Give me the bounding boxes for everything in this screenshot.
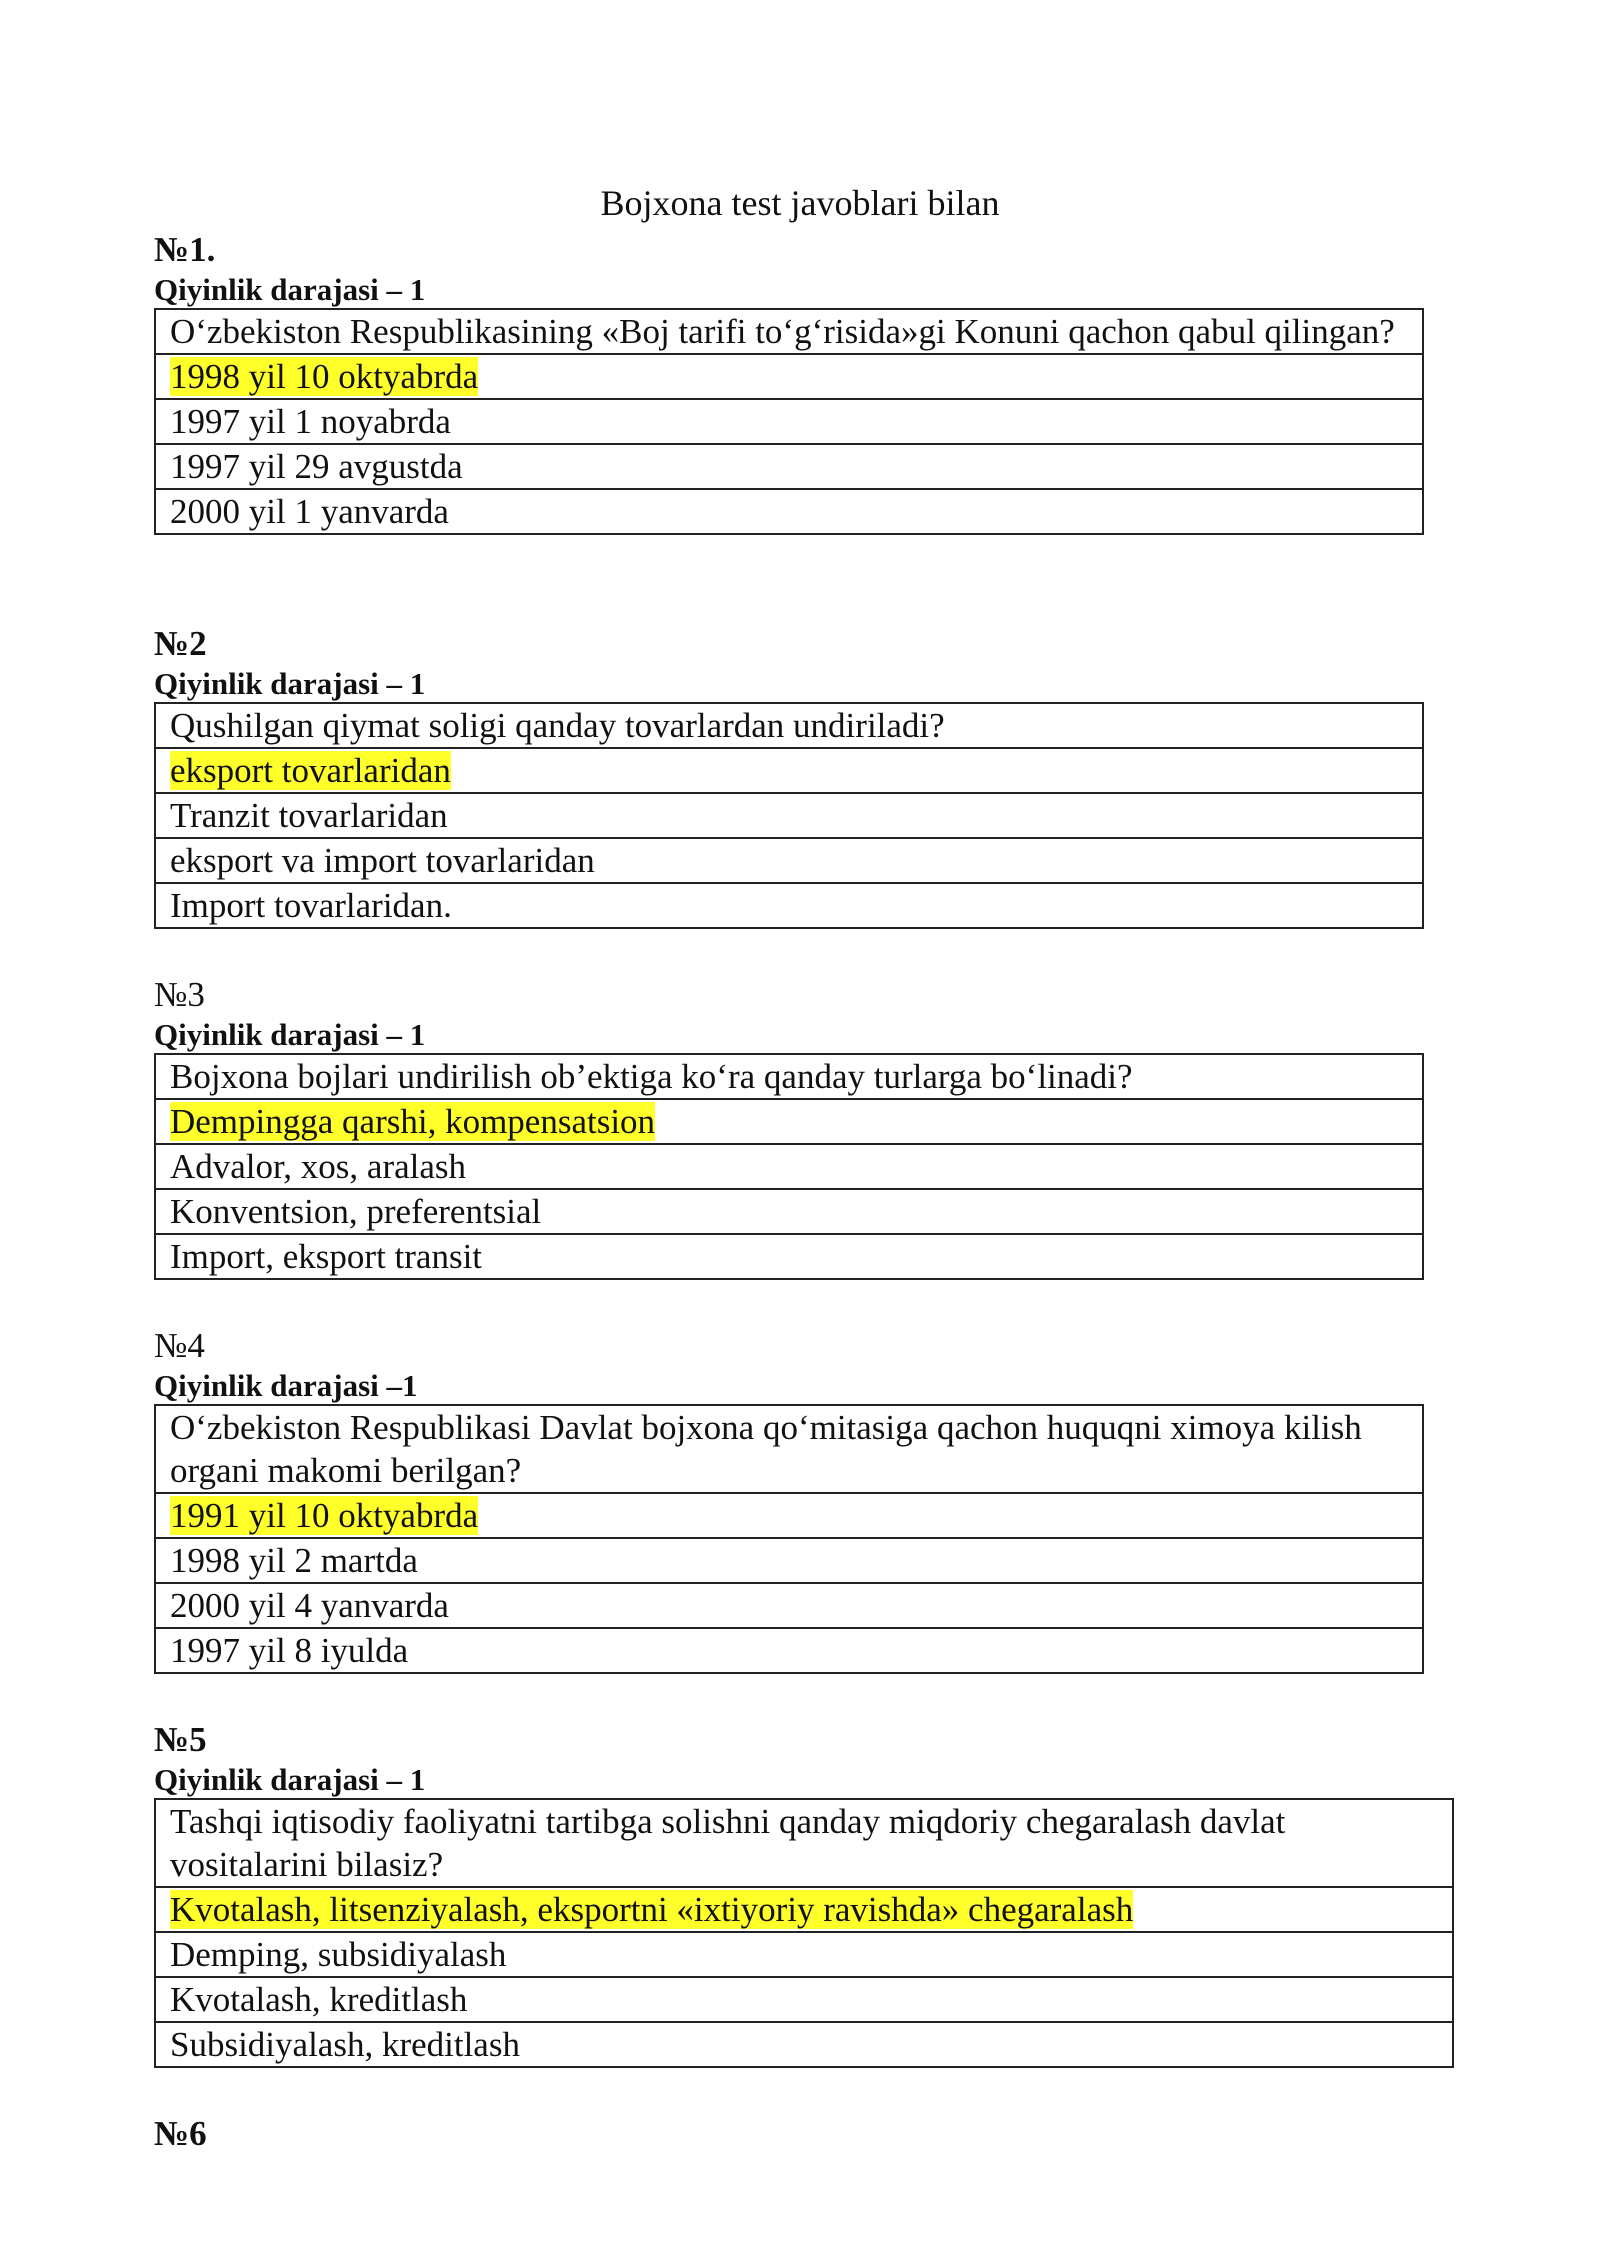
answer-option[interactable]: Tranzit tovarlaridan (155, 793, 1423, 838)
correct-answer-highlight: Dempingga qarshi, kompensatsion (170, 1102, 656, 1141)
answer-option[interactable]: eksport va import tovarlaridan (155, 838, 1423, 883)
difficulty-level: Qiyinlik darajasi – 1 (154, 666, 426, 701)
question-block-1 (154, 228, 1424, 535)
correct-answer-highlight: 1991 yil 10 oktyabrda (170, 1496, 479, 1535)
difficulty-level: Qiyinlik darajasi – 1 (154, 1017, 426, 1052)
question-text: O‘zbekiston Respublikasining «Boj tarifi to‘g‘risida»gi Konuni qachon qabul qilingan? (155, 309, 1423, 354)
answer-option[interactable]: Import tovarlaridan. (155, 883, 1423, 928)
correct-answer-highlight: Kvotalash, litsenziyalash, eksportni «ixtiyoriy ravishda» chegaralash (170, 1890, 1134, 1929)
question-number: №4 (154, 1326, 205, 1365)
correct-answer-highlight: 1998 yil 10 oktyabrda (170, 357, 479, 396)
question-block-2 (154, 622, 1424, 929)
answer-option[interactable]: Subsidiyalash, kreditlash (155, 2022, 1453, 2067)
question-number: №5 (154, 1720, 207, 1759)
difficulty-level: Qiyinlik darajasi – 1 (154, 1762, 426, 1797)
answer-option[interactable]: Kvotalash, kreditlash (155, 1977, 1453, 2022)
question-number: №3 (154, 975, 205, 1014)
answer-option[interactable]: 1997 yil 29 avgustda (155, 444, 1423, 489)
answer-option[interactable]: Import, eksport transit (155, 1234, 1423, 1279)
question-number: №2 (154, 624, 207, 663)
difficulty-level: Qiyinlik darajasi –1 (154, 1368, 418, 1403)
question-text: O‘zbekiston Respublikasi Davlat bojxona qo‘mitasiga qachon huquqni ximoya kilish organi makomi berilgan? (155, 1405, 1423, 1493)
correct-answer-highlight: eksport tovarlaridan (170, 751, 451, 790)
answer-option[interactable]: Konventsion, preferentsial (155, 1189, 1423, 1234)
question-number: №1. (154, 230, 216, 269)
question-block-6 (154, 2112, 207, 2156)
question-text: Bojxona bojlari undirilish ob’ektiga ko‘ra qanday turlarga bo‘linadi? (155, 1054, 1423, 1099)
answer-option[interactable] (155, 1099, 1423, 1144)
answer-option[interactable] (155, 1887, 1453, 1932)
difficulty-level: Qiyinlik darajasi – 1 (154, 272, 426, 307)
question-table (154, 1053, 1424, 1280)
question-table (154, 1404, 1424, 1674)
question-text: Qushilgan qiymat soligi qanday tovarlardan undiriladi? (155, 703, 1423, 748)
question-number: №6 (154, 2114, 207, 2153)
question-text: Tashqi iqtisodiy faoliyatni tartibga solishni qanday miqdoriy chegaralash davlat vositalarini bilasiz? (155, 1799, 1453, 1887)
answer-option[interactable]: 1997 yil 8 iyulda (155, 1628, 1423, 1673)
question-table (154, 702, 1424, 929)
question-table (154, 1798, 1454, 2068)
question-block-3 (154, 973, 1424, 1280)
question-table (154, 308, 1424, 535)
answer-option[interactable]: Demping, subsidiyalash (155, 1932, 1453, 1977)
answer-option[interactable] (155, 1493, 1423, 1538)
answer-option[interactable] (155, 748, 1423, 793)
question-block-5 (154, 1718, 1454, 2068)
question-block-4 (154, 1324, 1424, 1674)
answer-option[interactable]: 2000 yil 4 yanvarda (155, 1583, 1423, 1628)
document-title: Bojxona test javoblari bilan (600, 183, 1000, 223)
answer-option[interactable]: 1998 yil 2 martda (155, 1538, 1423, 1583)
answer-option[interactable]: 2000 yil 1 yanvarda (155, 489, 1423, 534)
answer-option[interactable]: 1997 yil 1 noyabrda (155, 399, 1423, 444)
answer-option[interactable] (155, 354, 1423, 399)
answer-option[interactable]: Advalor, xos, aralash (155, 1144, 1423, 1189)
